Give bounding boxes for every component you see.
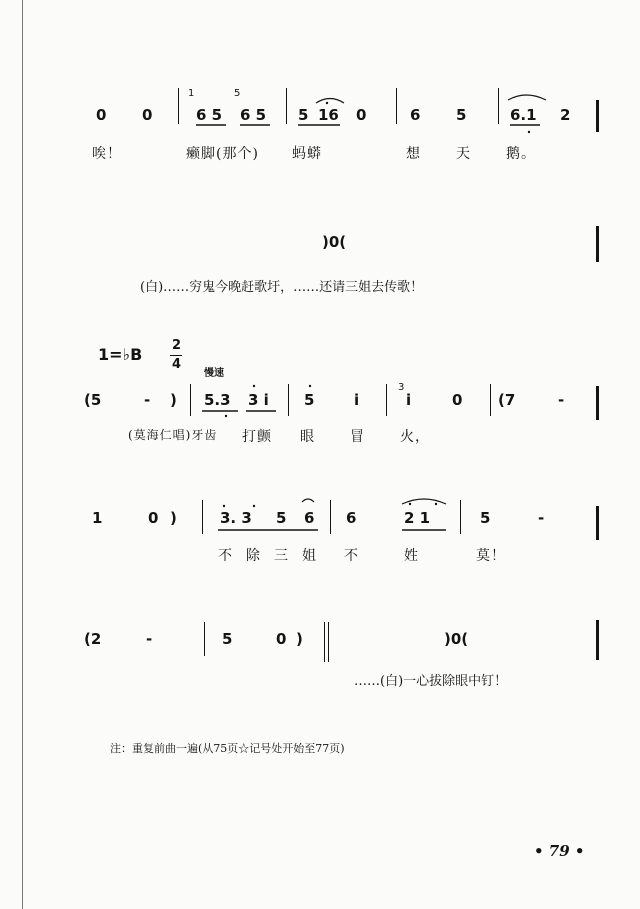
note: i [354, 391, 360, 409]
note: 0 [452, 391, 463, 409]
note: (5 [84, 391, 102, 409]
lyric: 姐 [302, 548, 317, 564]
note: 2 [560, 106, 571, 124]
lyric: 天 [456, 146, 471, 162]
note: - [558, 391, 565, 409]
note: 5 [298, 106, 309, 124]
time-signature-bottom: 4 [172, 357, 182, 372]
lyric: 打颤 [242, 429, 272, 445]
lyric: 鹅。 [506, 146, 536, 162]
page-number: • 79 • [534, 842, 585, 860]
note: ) [296, 630, 303, 648]
lyric: 莫！ [476, 548, 506, 564]
spoken-line: ……(白)一心拔除眼中钉！ [354, 674, 508, 689]
lyric: 除 [246, 548, 261, 564]
note: 3 i [248, 391, 269, 409]
rest-mark: )0( [322, 233, 347, 251]
footnote: 注：重复前曲一遍(从75页☆记号处开始至77页) [110, 742, 345, 755]
lyric: 唉！ [92, 146, 122, 162]
note: 0 [276, 630, 287, 648]
lyric: 癞脚(那个) [186, 146, 259, 162]
beams-slurs [0, 0, 640, 160]
beams-row3 [0, 370, 640, 430]
note: 5 [276, 509, 287, 527]
lyric: 火， [400, 429, 430, 445]
note: 1 [92, 509, 103, 527]
lyric: (莫海仁唱)牙齿 [128, 428, 218, 442]
note: - [146, 630, 153, 648]
note: 6 [410, 106, 421, 124]
note: 6 5 [196, 106, 223, 124]
note: ) [170, 391, 177, 409]
note: i [406, 391, 412, 409]
note: 5 [480, 509, 491, 527]
lyric: 蚂蟒 [292, 146, 322, 162]
note: ) [170, 509, 177, 527]
note: 6 [304, 509, 315, 527]
note: 6.1 [510, 106, 537, 124]
note: 5 [222, 630, 233, 648]
note: 5.3 [204, 391, 231, 409]
spoken-line: (白)……穷鬼今晚赶歌圩，……还请三姐去传歌！ [140, 280, 424, 295]
lyric: 三 [274, 548, 289, 564]
note: 6 [346, 509, 357, 527]
lyric: 不 [218, 548, 233, 564]
grace-note: 1 [188, 88, 195, 99]
key-signature: 1=♭B [98, 345, 143, 364]
note: 5 [304, 391, 315, 409]
note: - [144, 391, 151, 409]
grace-note: 5 [234, 88, 241, 99]
note: 0 [96, 106, 107, 124]
note: 0 [148, 509, 159, 527]
tempo-marking: 慢速 [204, 368, 224, 379]
lyric: 想 [406, 146, 421, 162]
note: 0 [142, 106, 153, 124]
lyric: 眼 [300, 429, 315, 445]
note: 16 [318, 106, 339, 124]
rest-mark: )0( [444, 630, 469, 648]
note: 6 5 [240, 106, 267, 124]
note: 2 1 [404, 509, 431, 527]
note: (7 [498, 391, 516, 409]
note: - [538, 509, 545, 527]
lyric: 冒 [350, 429, 365, 445]
lyric: 不 [344, 548, 359, 564]
note: (2 [84, 630, 102, 648]
note: 0 [356, 106, 367, 124]
note: 3. 3 [220, 509, 252, 527]
beams-row4 [0, 490, 640, 550]
time-signature-top: 2 [172, 338, 182, 353]
grace-note: 3 [398, 382, 405, 393]
lyric: 姓 [404, 548, 419, 564]
note: 5 [456, 106, 467, 124]
